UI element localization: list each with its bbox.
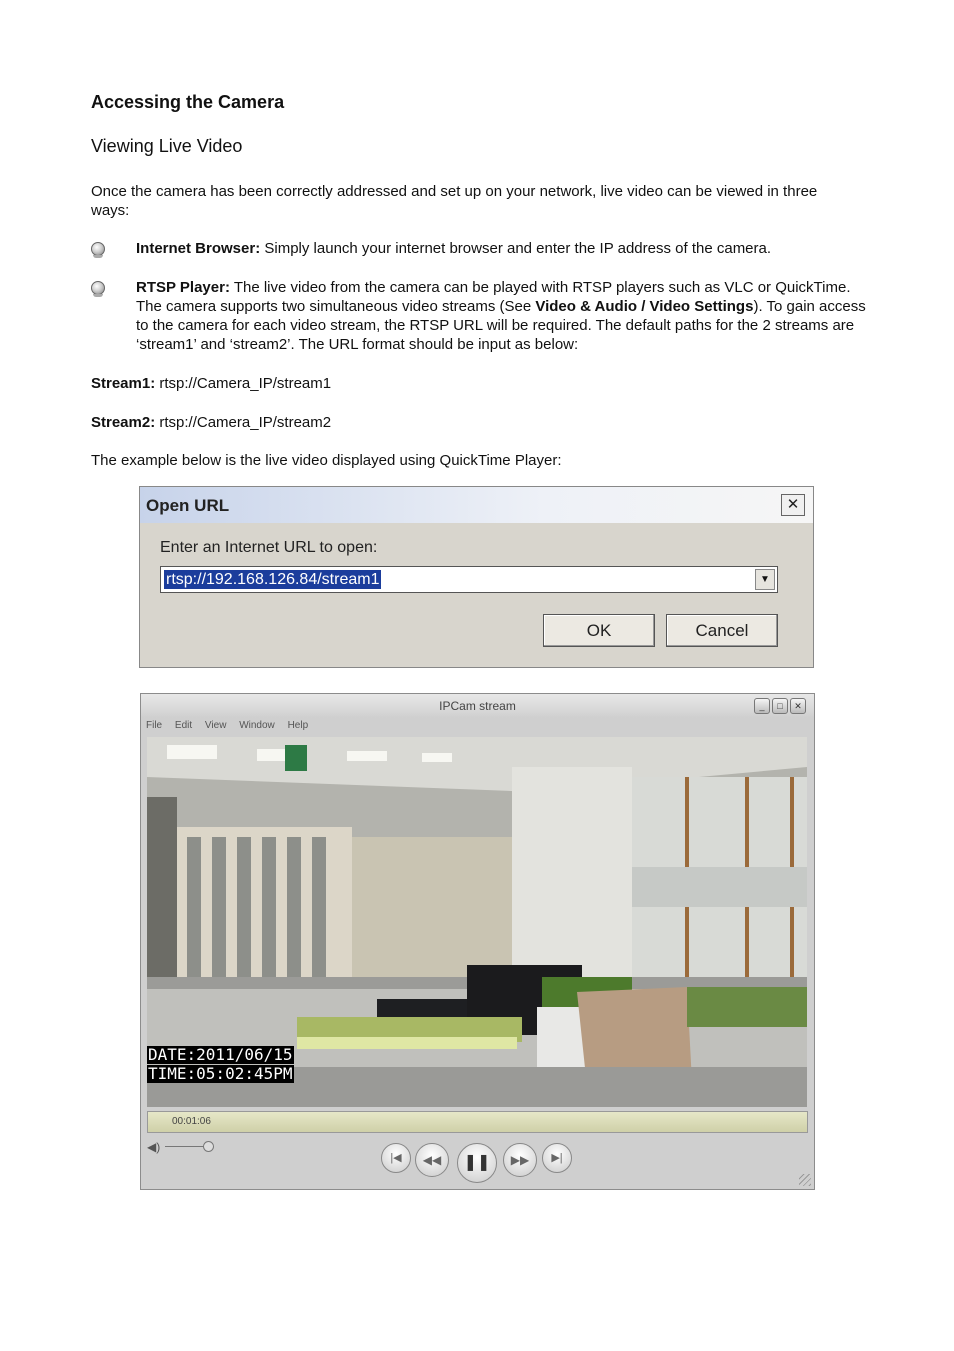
- bullet-text: ). To gain access to the camera for each video stream, the RTSP URL will be required. The default paths for the 2 streams are ‘stream1’ and ‘stream2’. The URL format should be input as below:: [136, 298, 866, 353]
- ok-button[interactable]: OK: [543, 614, 655, 647]
- open-url-dialog: [139, 486, 814, 668]
- menu-view[interactable]: View: [204, 720, 227, 731]
- skip-end-icon[interactable]: ▶|: [542, 1143, 572, 1173]
- settings-reference: Video & Audio / Video Settings: [535, 298, 754, 315]
- bullet-text: The live video from the camera can be played with RTSP players such as VLC or QuickTime. The camera supports two simultaneous video streams (See: [136, 279, 851, 315]
- example-caption: The example below is the live video displayed using QuickTime Player:: [91, 452, 562, 469]
- dialog-title-bar: [140, 487, 813, 523]
- url-prompt-label: Enter an Internet URL to open:: [160, 539, 378, 556]
- stream1-label: Stream1:: [91, 375, 156, 392]
- stream2-url: rtsp://Camera_IP/stream2: [155, 414, 332, 431]
- player-title-bar: [141, 694, 814, 718]
- menu-edit[interactable]: Edit: [174, 720, 193, 731]
- volume-icon[interactable]: ◀): [147, 1140, 161, 1154]
- close-icon[interactable]: ✕: [790, 698, 806, 714]
- volume-slider-knob[interactable]: [203, 1141, 214, 1152]
- bullet-title: RTSP Player:: [136, 279, 230, 296]
- stream2-label: Stream2:: [91, 414, 156, 431]
- url-input-value[interactable]: rtsp://192.168.126.84/stream1: [166, 571, 380, 588]
- subsection-heading: Viewing Live Video: [91, 136, 243, 156]
- bullet-title: Internet Browser:: [136, 240, 261, 257]
- chevron-down-icon[interactable]: ▼: [755, 569, 775, 590]
- fast-forward-icon[interactable]: ▶▶: [503, 1143, 537, 1177]
- cancel-button[interactable]: Cancel: [666, 614, 778, 647]
- player-title: IPCam stream: [439, 699, 516, 713]
- maximize-icon[interactable]: □: [772, 698, 788, 714]
- bullet-rtsp-player: [136, 278, 866, 354]
- video-frame: [147, 737, 807, 1107]
- timeline-bar[interactable]: [147, 1111, 808, 1133]
- url-combobox[interactable]: [160, 566, 778, 593]
- minimize-icon[interactable]: _: [754, 698, 770, 714]
- timecode: 00:01:06: [172, 1116, 211, 1127]
- close-icon[interactable]: ✕: [781, 494, 805, 516]
- player-menu-bar: [146, 720, 318, 731]
- osd-time: TIME:05:02:45PM: [148, 1064, 293, 1083]
- stream1-url: rtsp://Camera_IP/stream1: [155, 375, 332, 392]
- stream2-line: [91, 413, 851, 432]
- skip-start-icon[interactable]: |◀: [381, 1143, 411, 1173]
- rewind-icon[interactable]: ◀◀: [415, 1143, 449, 1177]
- quicktime-player-window: [140, 693, 815, 1190]
- intro-paragraph: Once the camera has been correctly addressed and set up on your network, live video can be viewed in three ways:: [91, 183, 818, 219]
- dialog-title: Open URL: [146, 496, 230, 515]
- bullet-icon: [91, 281, 105, 295]
- pause-icon[interactable]: ❚❚: [457, 1143, 497, 1183]
- stream1-line: [91, 374, 851, 393]
- osd-date: DATE:2011/06/15: [148, 1045, 293, 1064]
- volume-track[interactable]: [165, 1146, 205, 1147]
- bullet-internet-browser: [136, 239, 866, 258]
- bullet-text: Simply launch your internet browser and enter the IP address of the camera.: [260, 240, 772, 257]
- resize-grip-icon[interactable]: [799, 1174, 811, 1186]
- menu-file[interactable]: File: [146, 720, 163, 731]
- menu-help[interactable]: Help: [287, 720, 309, 731]
- menu-window[interactable]: Window: [239, 720, 275, 731]
- section-heading: Accessing the Camera: [91, 92, 285, 112]
- bullet-icon: [91, 242, 105, 256]
